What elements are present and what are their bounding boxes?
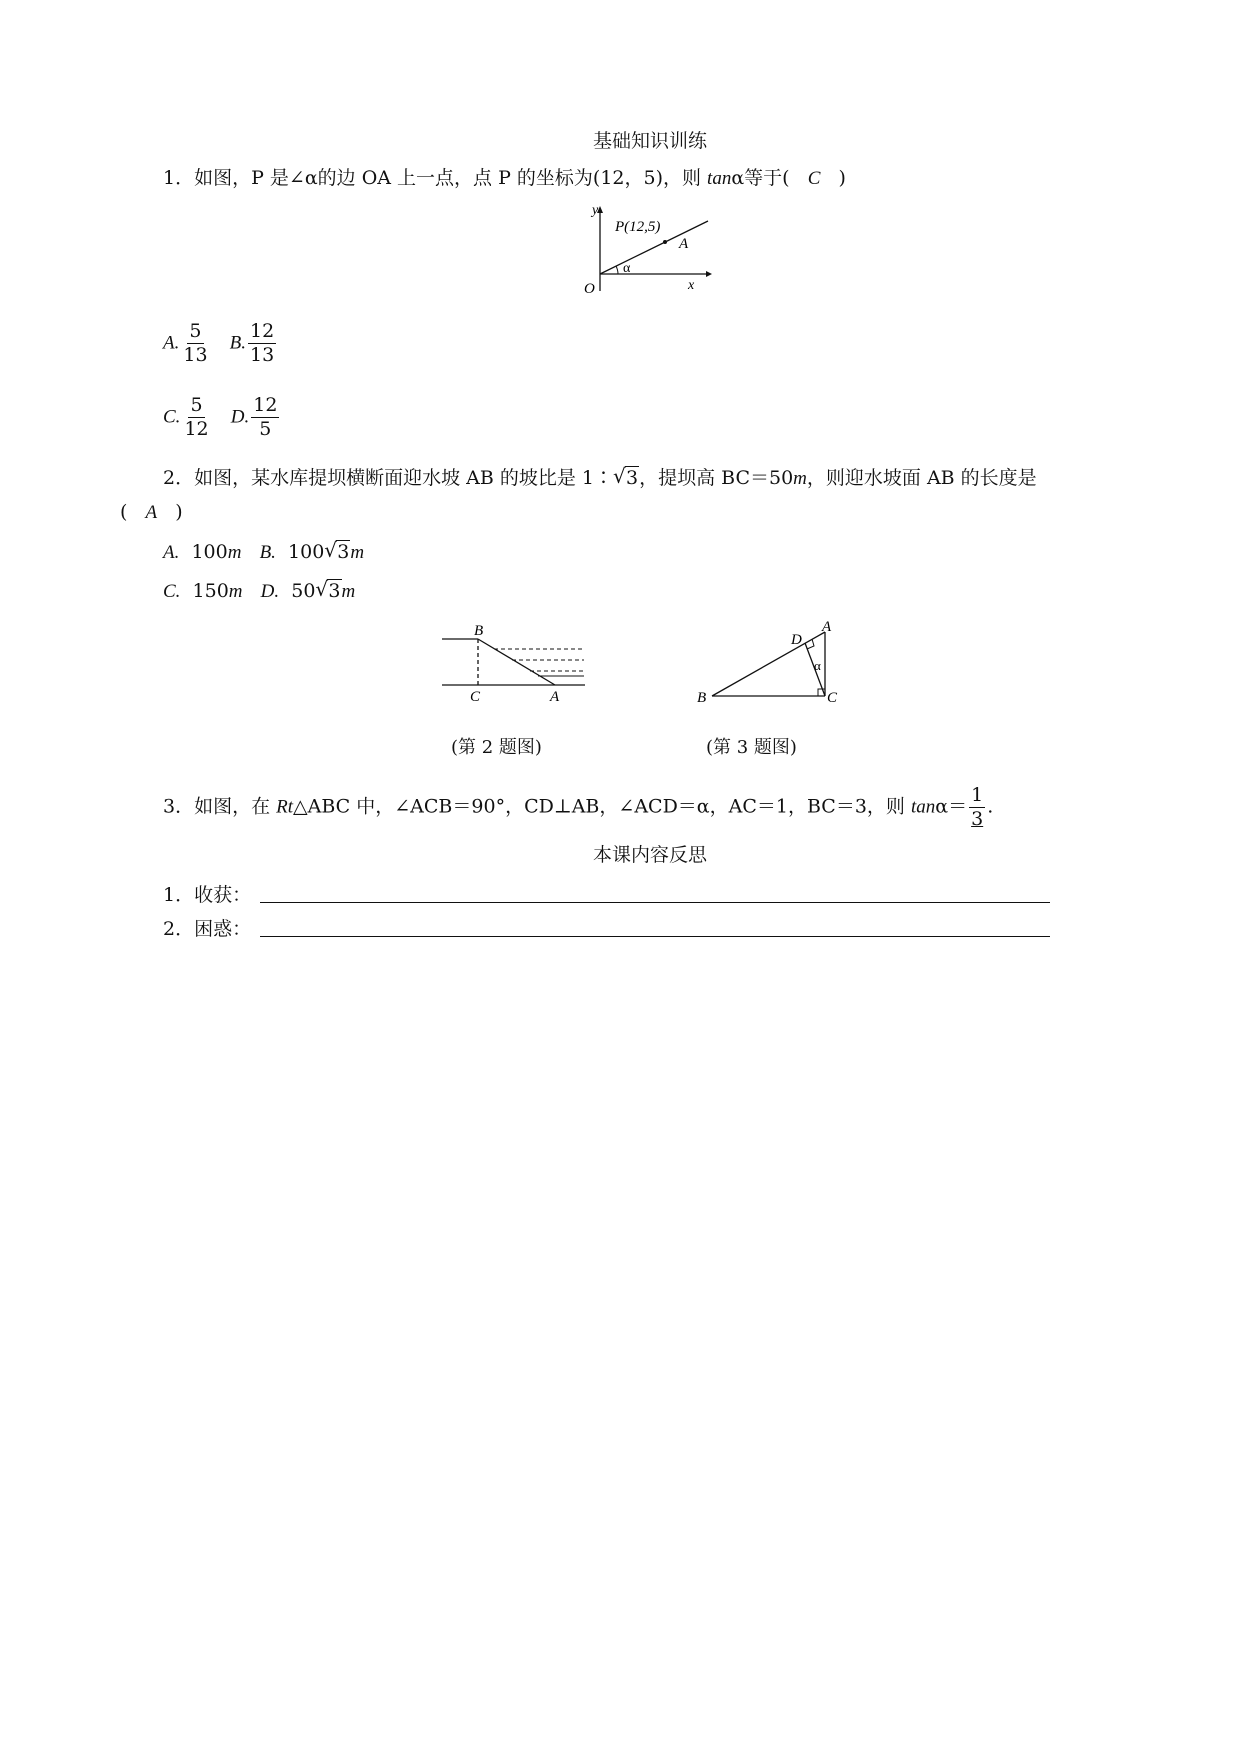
reflection-item-confusion (163, 914, 251, 941)
numerator: 12 (253, 394, 278, 416)
question-number: 2． (163, 467, 195, 489)
answer: C (807, 168, 821, 189)
q2-options-row-2 (163, 577, 356, 603)
alpha-label: α (814, 658, 821, 673)
radical-sign: √ (324, 538, 338, 562)
paren: ( (120, 501, 128, 523)
sqrt-expression (613, 464, 639, 489)
option-label: B. (259, 542, 276, 563)
unit: m (341, 581, 356, 602)
gain-answer-line[interactable] (260, 902, 1050, 903)
option-value: 150 (192, 580, 229, 602)
unit: m (227, 542, 242, 563)
item-label: 收获： (194, 884, 252, 906)
option-d-fraction (251, 394, 279, 441)
radical-sign: √ (613, 464, 626, 488)
section-title: 基础知识训练 (592, 130, 707, 152)
paren: ) (838, 167, 846, 189)
answer: A (145, 502, 158, 523)
option-value: 100 (191, 541, 228, 563)
origin-label: O (584, 281, 595, 295)
question-1 (163, 163, 846, 190)
numerator: 5 (189, 320, 202, 342)
option-value: 50 (291, 580, 316, 602)
question-text: α等于( (731, 167, 790, 189)
alpha-label: α (623, 261, 631, 276)
rt-symbol: Rt (276, 796, 294, 818)
numerator: 12 (250, 320, 275, 342)
sqrt-expression (324, 538, 350, 563)
option-label: C. (163, 406, 181, 428)
period: . (987, 795, 994, 818)
tan-symbol: tan (707, 168, 732, 189)
option-label: D. (230, 406, 250, 428)
radicand: 3 (626, 467, 639, 489)
figure-3-caption: (第 3 题图) (706, 737, 797, 758)
denominator: 12 (184, 417, 209, 440)
option-label: B. (229, 332, 247, 354)
question-number: 1． (163, 167, 195, 189)
numerator: 1 (971, 784, 984, 806)
unit: m (350, 542, 365, 563)
q1-options-row-2 (163, 394, 281, 441)
unit: m (793, 468, 807, 489)
option-label: D. (260, 581, 280, 602)
point-b-label: B (697, 690, 707, 706)
denominator: 13 (183, 343, 208, 366)
point-a-label: A (679, 236, 689, 252)
question-2 (163, 463, 1037, 490)
answer-fraction (969, 784, 985, 831)
point-d-label: D (791, 632, 802, 648)
point-a-label: A (822, 619, 832, 635)
figure-3-right-triangle (693, 618, 843, 710)
point-c-label: C (827, 690, 838, 706)
option-c-fraction (182, 394, 210, 441)
point-p-label: P(12,5) (615, 219, 661, 235)
radical-sign: √ (315, 577, 329, 601)
figure-2-caption: (第 2 题图) (451, 737, 542, 758)
radicand: 3 (328, 580, 341, 602)
sqrt-expression (315, 577, 341, 602)
q2-answer-line (120, 501, 183, 524)
option-value: 100 (288, 541, 325, 563)
option-b-fraction (248, 320, 276, 367)
question-text: △ABC 中，∠ACB＝90°，CD⊥AB，∠ACD＝α，AC＝1，BC＝3，则 (293, 795, 911, 818)
question-text: 如图，某水库提坝横断面迎水坡 AB 的坡比是 1∶ (194, 467, 613, 489)
tan-symbol: tan (910, 796, 936, 818)
item-number: 2． (163, 918, 195, 940)
confusion-answer-line[interactable] (260, 936, 1050, 937)
denominator: 13 (250, 343, 275, 366)
reflection-title: 本课内容反思 (592, 844, 707, 866)
q2-options-row-1 (163, 538, 365, 564)
question-text: 如图，在 (194, 795, 277, 818)
x-axis-label: x (688, 278, 695, 293)
option-a-fraction (181, 320, 209, 367)
point-a-label: A (550, 689, 560, 704)
unit: m (228, 581, 243, 602)
figure-1-coordinate-angle (580, 203, 720, 295)
denominator: 3 (971, 807, 984, 830)
q1-options-row-1 (163, 320, 278, 367)
option-label: A. (163, 542, 180, 563)
radicand: 3 (337, 541, 350, 563)
point-c-label: C (470, 689, 481, 704)
question-number: 3． (163, 795, 195, 818)
point-b-label: B (474, 623, 484, 639)
reflection-item-gain (163, 880, 251, 907)
item-number: 1． (163, 884, 195, 906)
question-text: ，提坝高 BC＝50 (639, 467, 794, 489)
denominator: 5 (259, 417, 272, 440)
question-text: α＝ (935, 795, 968, 818)
numerator: 5 (190, 394, 203, 416)
item-label: 困惑： (194, 918, 252, 940)
question-text: ，则迎水坡面 AB 的长度是 (806, 467, 1037, 489)
y-axis-label: y (592, 203, 599, 218)
option-label: C. (163, 581, 181, 602)
option-label: A. (163, 332, 180, 354)
question-3 (163, 784, 993, 831)
paren: ) (175, 501, 183, 523)
question-text: 如图，P 是∠α的边 OA 上一点，点 P 的坐标为(12，5)，则 (194, 167, 708, 189)
figure-2-dam (438, 622, 588, 704)
